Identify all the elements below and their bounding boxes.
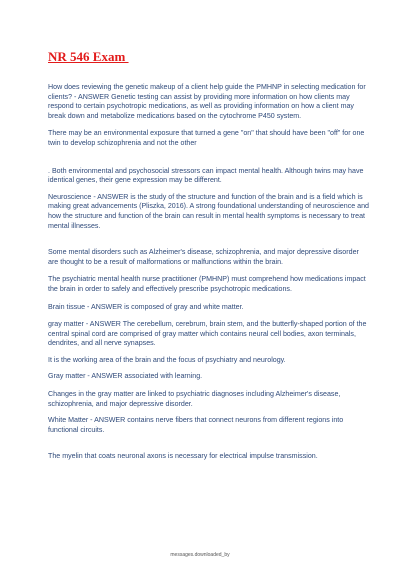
paragraph-genetic-makeup: How does reviewing the genetic makeup of a client help guide the PMHNP in selecting medication for clients? - ANSWER Genetic testing can assist by providing more information on how clients may respond to certain psychotropic medications, as well as providing information on how a client may break down and metabolize medications based on the cytochrome P450 system.: [48, 83, 366, 120]
paragraph-stressors: . Both environmental and psychosocial stressors can impact mental health. Although twins may have identical genes, their gene expression may be different.: [48, 166, 364, 185]
paragraph-mental-disorders: Some mental disorders such as Alzheimer's disease, schizophrenia, and major depressive disorder are thought to be a result of malformations or malfunctions within the brain.: [48, 248, 359, 266]
paragraph-gray-matter-definition: gray matter - ANSWER The cerebellum, cerebrum, brain stem, and the butterfly-shaped portion of the central spinal cord are comprised of gray matter which contains neural cell bodies, axon terminals, dendrites, and all nerve synapses.: [48, 320, 367, 348]
paragraph-brain-tissue: Brain tissue - ANSWER is composed of gray and white matter.: [48, 302, 244, 311]
document-title: NR 546 Exam: [48, 49, 129, 64]
paragraph-neuroscience: Neuroscience - ANSWER is the study of the structure and function of the brain and is a field which is making great advancements (Pliszka, 2016). A strong foundational understanding of neuroscience and how the structure and function of the brain can result in mental health symptoms is necessary to treat mental illnesses.: [48, 192, 369, 230]
paragraph-working-area: It is the working area of the brain and the focus of psychiatry and neurology.: [48, 355, 286, 364]
paragraph-gray-matter-changes: Changes in the gray matter are linked to psychiatric diagnoses including Alzheimer's disease, schizophrenia, and major depressive disorder.: [48, 390, 341, 408]
paragraph-environmental-exposure: There may be an environmental exposure that turned a gene "on" that should have been "off" for one twin to develop schizophrenia and not the other: [48, 129, 365, 147]
paragraph-white-matter: White Matter - ANSWER contains nerve fibers that connect neurons from different regions into functional circuits.: [48, 416, 344, 434]
paragraph-gray-matter-learning: Gray matter - ANSWER associated with learning.: [48, 372, 203, 381]
paragraph-myelin: The myelin that coats neuronal axons is necessary for electrical impulse transmission.: [48, 452, 318, 461]
page-footer: messages.downloaded_by: [170, 552, 230, 558]
paragraph-pmhnp-medications: The psychiatric mental health nurse practitioner (PMHNP) must comprehend how medications impact the brain in order to safely and effectively prescribe psychotropic medications.: [48, 275, 366, 293]
document-body: [48, 83, 370, 462]
